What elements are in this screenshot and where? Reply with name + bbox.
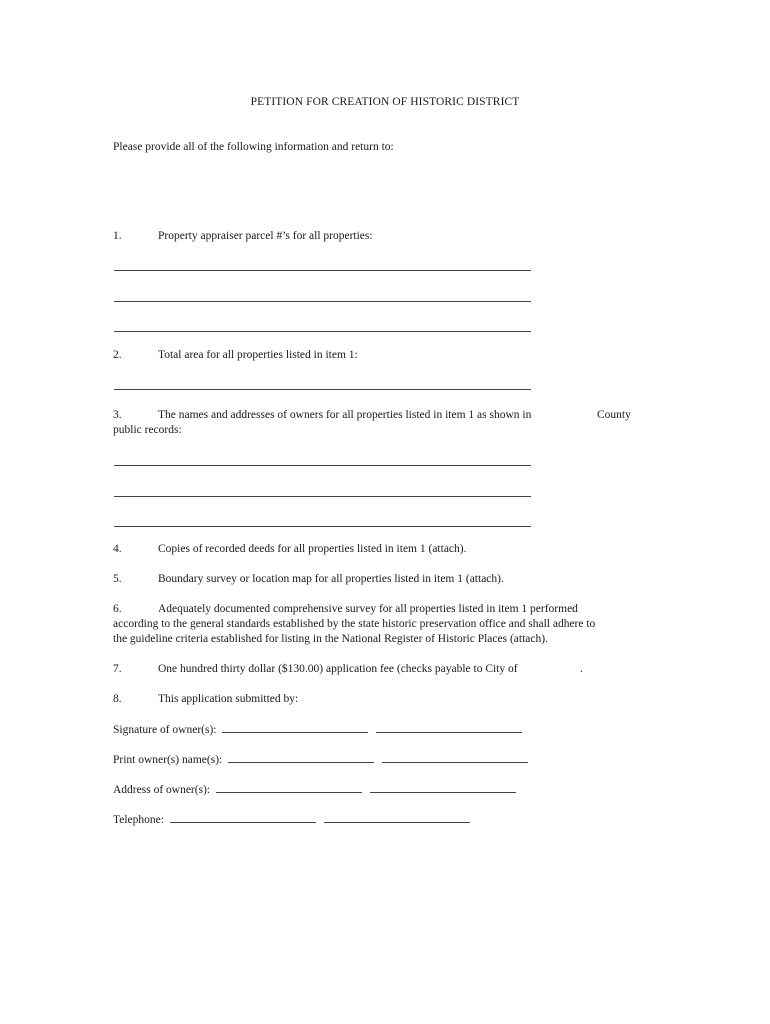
item-8-number: 8. xyxy=(113,693,122,705)
item-3-county-word: County xyxy=(597,409,631,421)
item-7-period: . xyxy=(580,663,583,675)
address-label: Address of owner(s): xyxy=(113,784,211,796)
item-6-text: Adequately documented comprehensive survey for all properties listed in item 1 performed xyxy=(158,603,578,615)
item-3-answer-line-2[interactable] xyxy=(114,496,531,497)
item-2-text: Total area for all properties listed in item 1: xyxy=(158,349,358,361)
telephone-blank-1[interactable] xyxy=(170,811,316,823)
item-2-answer-line[interactable] xyxy=(114,389,531,390)
item-6-text-line-2: according to the general standards established by the state historic preservation office and shall adhere to xyxy=(113,618,596,630)
item-8-text: This application submitted by: xyxy=(158,693,299,705)
item-1-text: Property appraiser parcel #’s for all properties: xyxy=(158,230,373,242)
document-title: PETITION FOR CREATION OF HISTORIC DISTRICT xyxy=(250,96,520,108)
item-1-answer-line-2[interactable] xyxy=(114,301,531,302)
address-blank-2[interactable] xyxy=(370,781,516,793)
item-5-text: Boundary survey or location map for all properties listed in item 1 (attach). xyxy=(158,573,504,585)
item-6-text-line-3: the guideline criteria established for listing in the National Register of Historic Places (attach). xyxy=(113,633,548,645)
signature-blank-1[interactable] xyxy=(222,721,368,733)
item-3-text: The names and addresses of owners for all properties listed in item 1 as shown in xyxy=(158,409,532,421)
item-3-text-line-2: public records: xyxy=(113,424,182,436)
item-6-number: 6. xyxy=(113,603,122,615)
item-4-text: Copies of recorded deeds for all properties listed in item 1 (attach). xyxy=(158,543,467,555)
item-3-number: 3. xyxy=(113,409,122,421)
signature-field-row xyxy=(113,721,522,737)
print-name-blank-2[interactable] xyxy=(382,751,528,763)
item-3-answer-line-1[interactable] xyxy=(114,465,531,466)
telephone-blank-2[interactable] xyxy=(324,811,470,823)
print-name-field-row xyxy=(113,751,528,767)
address-field-row xyxy=(113,781,516,797)
item-4-number: 4. xyxy=(113,543,122,555)
item-7-number: 7. xyxy=(113,663,122,675)
print-name-label: Print owner(s) name(s): xyxy=(113,754,223,766)
item-7-text: One hundred thirty dollar ($130.00) application fee (checks payable to City of xyxy=(158,663,518,675)
item-2-number: 2. xyxy=(113,349,122,361)
item-1-answer-line-1[interactable] xyxy=(114,270,531,271)
item-5-number: 5. xyxy=(113,573,122,585)
item-1-answer-line-3[interactable] xyxy=(114,331,531,332)
address-blank-1[interactable] xyxy=(216,781,362,793)
print-name-blank-1[interactable] xyxy=(228,751,374,763)
item-1-number: 1. xyxy=(113,230,122,242)
intro-text: Please provide all of the following information and return to: xyxy=(113,141,394,153)
telephone-field-row xyxy=(113,811,470,827)
item-3-answer-line-3[interactable] xyxy=(114,526,531,527)
signature-label: Signature of owner(s): xyxy=(113,724,217,736)
signature-blank-2[interactable] xyxy=(376,721,522,733)
telephone-label: Telephone: xyxy=(113,814,164,826)
